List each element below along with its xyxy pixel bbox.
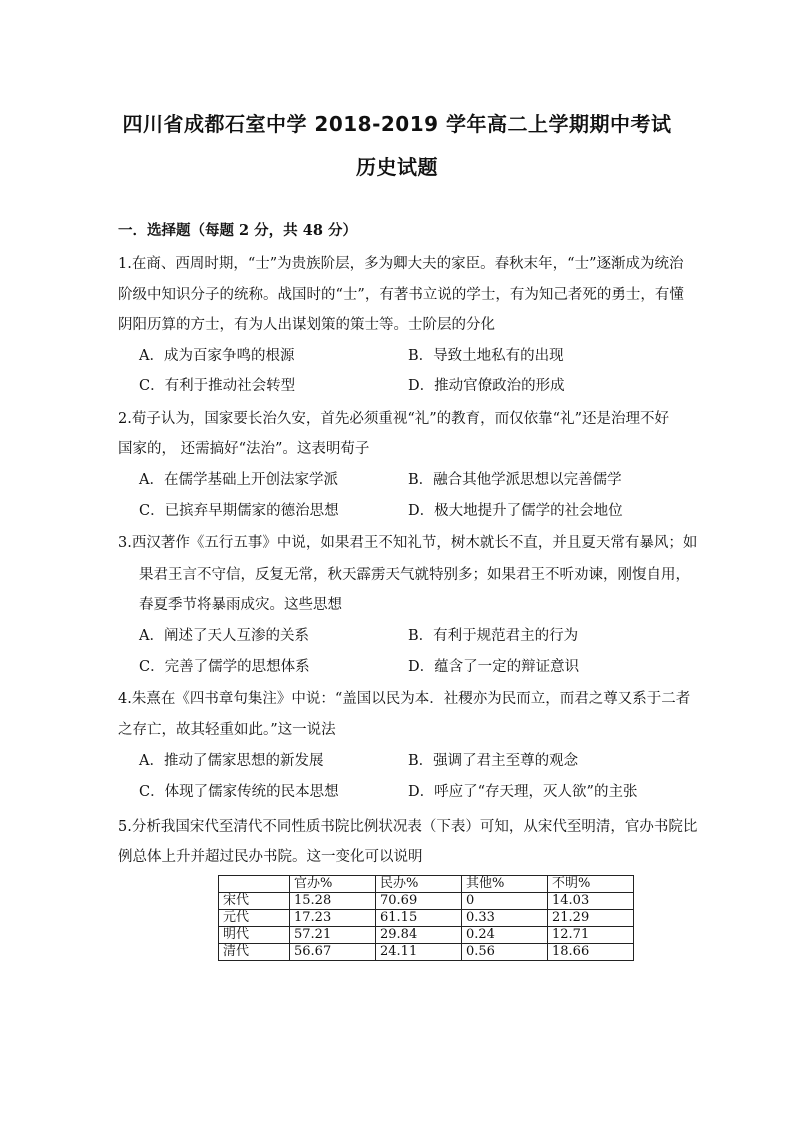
section-heading: 一．选择题（每题 2 分，共 48 分） <box>118 222 357 239</box>
table-cell: 21.29 <box>548 910 634 927</box>
question-1-line-3: 阴阳历算的方士，有为人出谋划策的策士等。士阶层的分化 <box>118 317 495 333</box>
table-cell: 宋代 <box>219 893 290 910</box>
document-subtitle: 历史试题 <box>356 155 438 179</box>
table-cell: 61.15 <box>376 910 462 927</box>
question-4-option-a: A．推动了儒家思想的新发展 <box>139 753 324 769</box>
question-4-option-c: C．体现了儒家传统的民本思想 <box>139 784 339 800</box>
question-1-option-d: D．推动官僚政治的形成 <box>408 378 565 394</box>
table-cell: 元代 <box>219 910 290 927</box>
table-cell: 0.24 <box>462 927 548 944</box>
table-header-cell <box>219 876 290 893</box>
table-cell: 12.71 <box>548 927 634 944</box>
table-row <box>219 927 634 944</box>
table-cell: 18.66 <box>548 944 634 961</box>
table-header-cell: 民办% <box>376 876 462 893</box>
question-3-line-3: 春夏季节将暴雨成灾。这些思想 <box>139 597 342 613</box>
table-header-row <box>219 876 634 893</box>
table-cell: 0.33 <box>462 910 548 927</box>
question-5-line-2: 例总体上升并超过民办书院。这一变化可以说明 <box>118 849 423 865</box>
table-cell: 0 <box>462 893 548 910</box>
question-2-option-a: A．在儒学基础上开创法家学派 <box>139 472 338 488</box>
question-3-line-2: 果君王言不守信，反复无常，秋天霹雳天气就特别多；如果君王不听劝谏，刚愎自用， <box>139 567 690 583</box>
question-1-option-b: B．导致土地私有的出现 <box>408 348 564 364</box>
question-4-line-1: 4.朱熹在《四书章句集注》中说：“盖国以民为本．社稷亦为民而立，而君之尊又系于二者 <box>118 691 691 707</box>
question-4-option-d: D．呼应了“存天理，灭人欲”的主张 <box>408 784 638 800</box>
table-cell: 17.23 <box>290 910 376 927</box>
table-row <box>219 944 634 961</box>
table-cell: 0.56 <box>462 944 548 961</box>
question-2-line-2: 国家的， 还需搞好“法治”。这表明荀子 <box>118 441 370 457</box>
question-1-line-1: 1.在商、西周时期，“士”为贵族阶层，多为卿大夫的家臣。春秋末年，“士”逐渐成为统治 <box>118 256 684 272</box>
table-header-cell: 不明% <box>548 876 634 893</box>
table-cell: 56.67 <box>290 944 376 961</box>
table-cell: 57.21 <box>290 927 376 944</box>
question-4-option-b: B．强调了君主至尊的观念 <box>408 753 579 769</box>
table-row <box>219 893 634 910</box>
question-3-option-a: A．阐述了天人互渗的关系 <box>139 628 309 644</box>
question-3-option-b: B．有利于规范君主的行为 <box>408 628 579 644</box>
question-2-option-b: B．融合其他学派思想以完善儒学 <box>408 472 622 488</box>
table-cell: 24.11 <box>376 944 462 961</box>
question-1-line-2: 阶级中知识分子的统称。战国时的“士”，有著书立说的学士，有为知己者死的勇士，有懂 <box>118 287 684 303</box>
table-cell: 70.69 <box>376 893 462 910</box>
table-cell: 明代 <box>219 927 290 944</box>
table-row <box>219 910 634 927</box>
question-3-line-1: 3.西汉著作《五行五事》中说，如果君王不知礼节，树木就长不直，并且夏天常有暴风；如 <box>118 535 698 551</box>
question-4-line-2: 之存亡，故其轻重如此。”这一说法 <box>118 722 336 738</box>
table-header-cell: 其他% <box>462 876 548 893</box>
table-cell: 14.03 <box>548 893 634 910</box>
question-3-option-d: D．蕴含了一定的辩证意识 <box>408 659 580 675</box>
question-5-line-1: 5.分析我国宋代至清代不同性质书院比例状况表（下表）可知，从宋代至明清，官办书院比 <box>118 819 698 835</box>
document-title: 四川省成都石室中学 2018-2019 学年高二上学期期中考试 <box>122 112 672 136</box>
question-2-option-d: D．极大地提升了儒学的社会地位 <box>408 503 623 519</box>
table-cell: 15.28 <box>290 893 376 910</box>
table-header-cell: 官办% <box>290 876 376 893</box>
academy-ratio-table <box>218 875 634 961</box>
question-3-option-c: C．完善了儒学的思想体系 <box>139 659 310 675</box>
table-cell: 29.84 <box>376 927 462 944</box>
question-2-option-c: C．已摈弃早期儒家的德治思想 <box>139 503 339 519</box>
question-1-option-a: A．成为百家争鸣的根源 <box>139 348 295 364</box>
table-cell: 清代 <box>219 944 290 961</box>
question-2-line-1: 2.荀子认为，国家要长治久安，首先必须重视“礼”的教育，而仅依靠“礼”还是治理不好 <box>118 411 669 427</box>
question-1-option-c: C．有利于推动社会转型 <box>139 378 296 394</box>
